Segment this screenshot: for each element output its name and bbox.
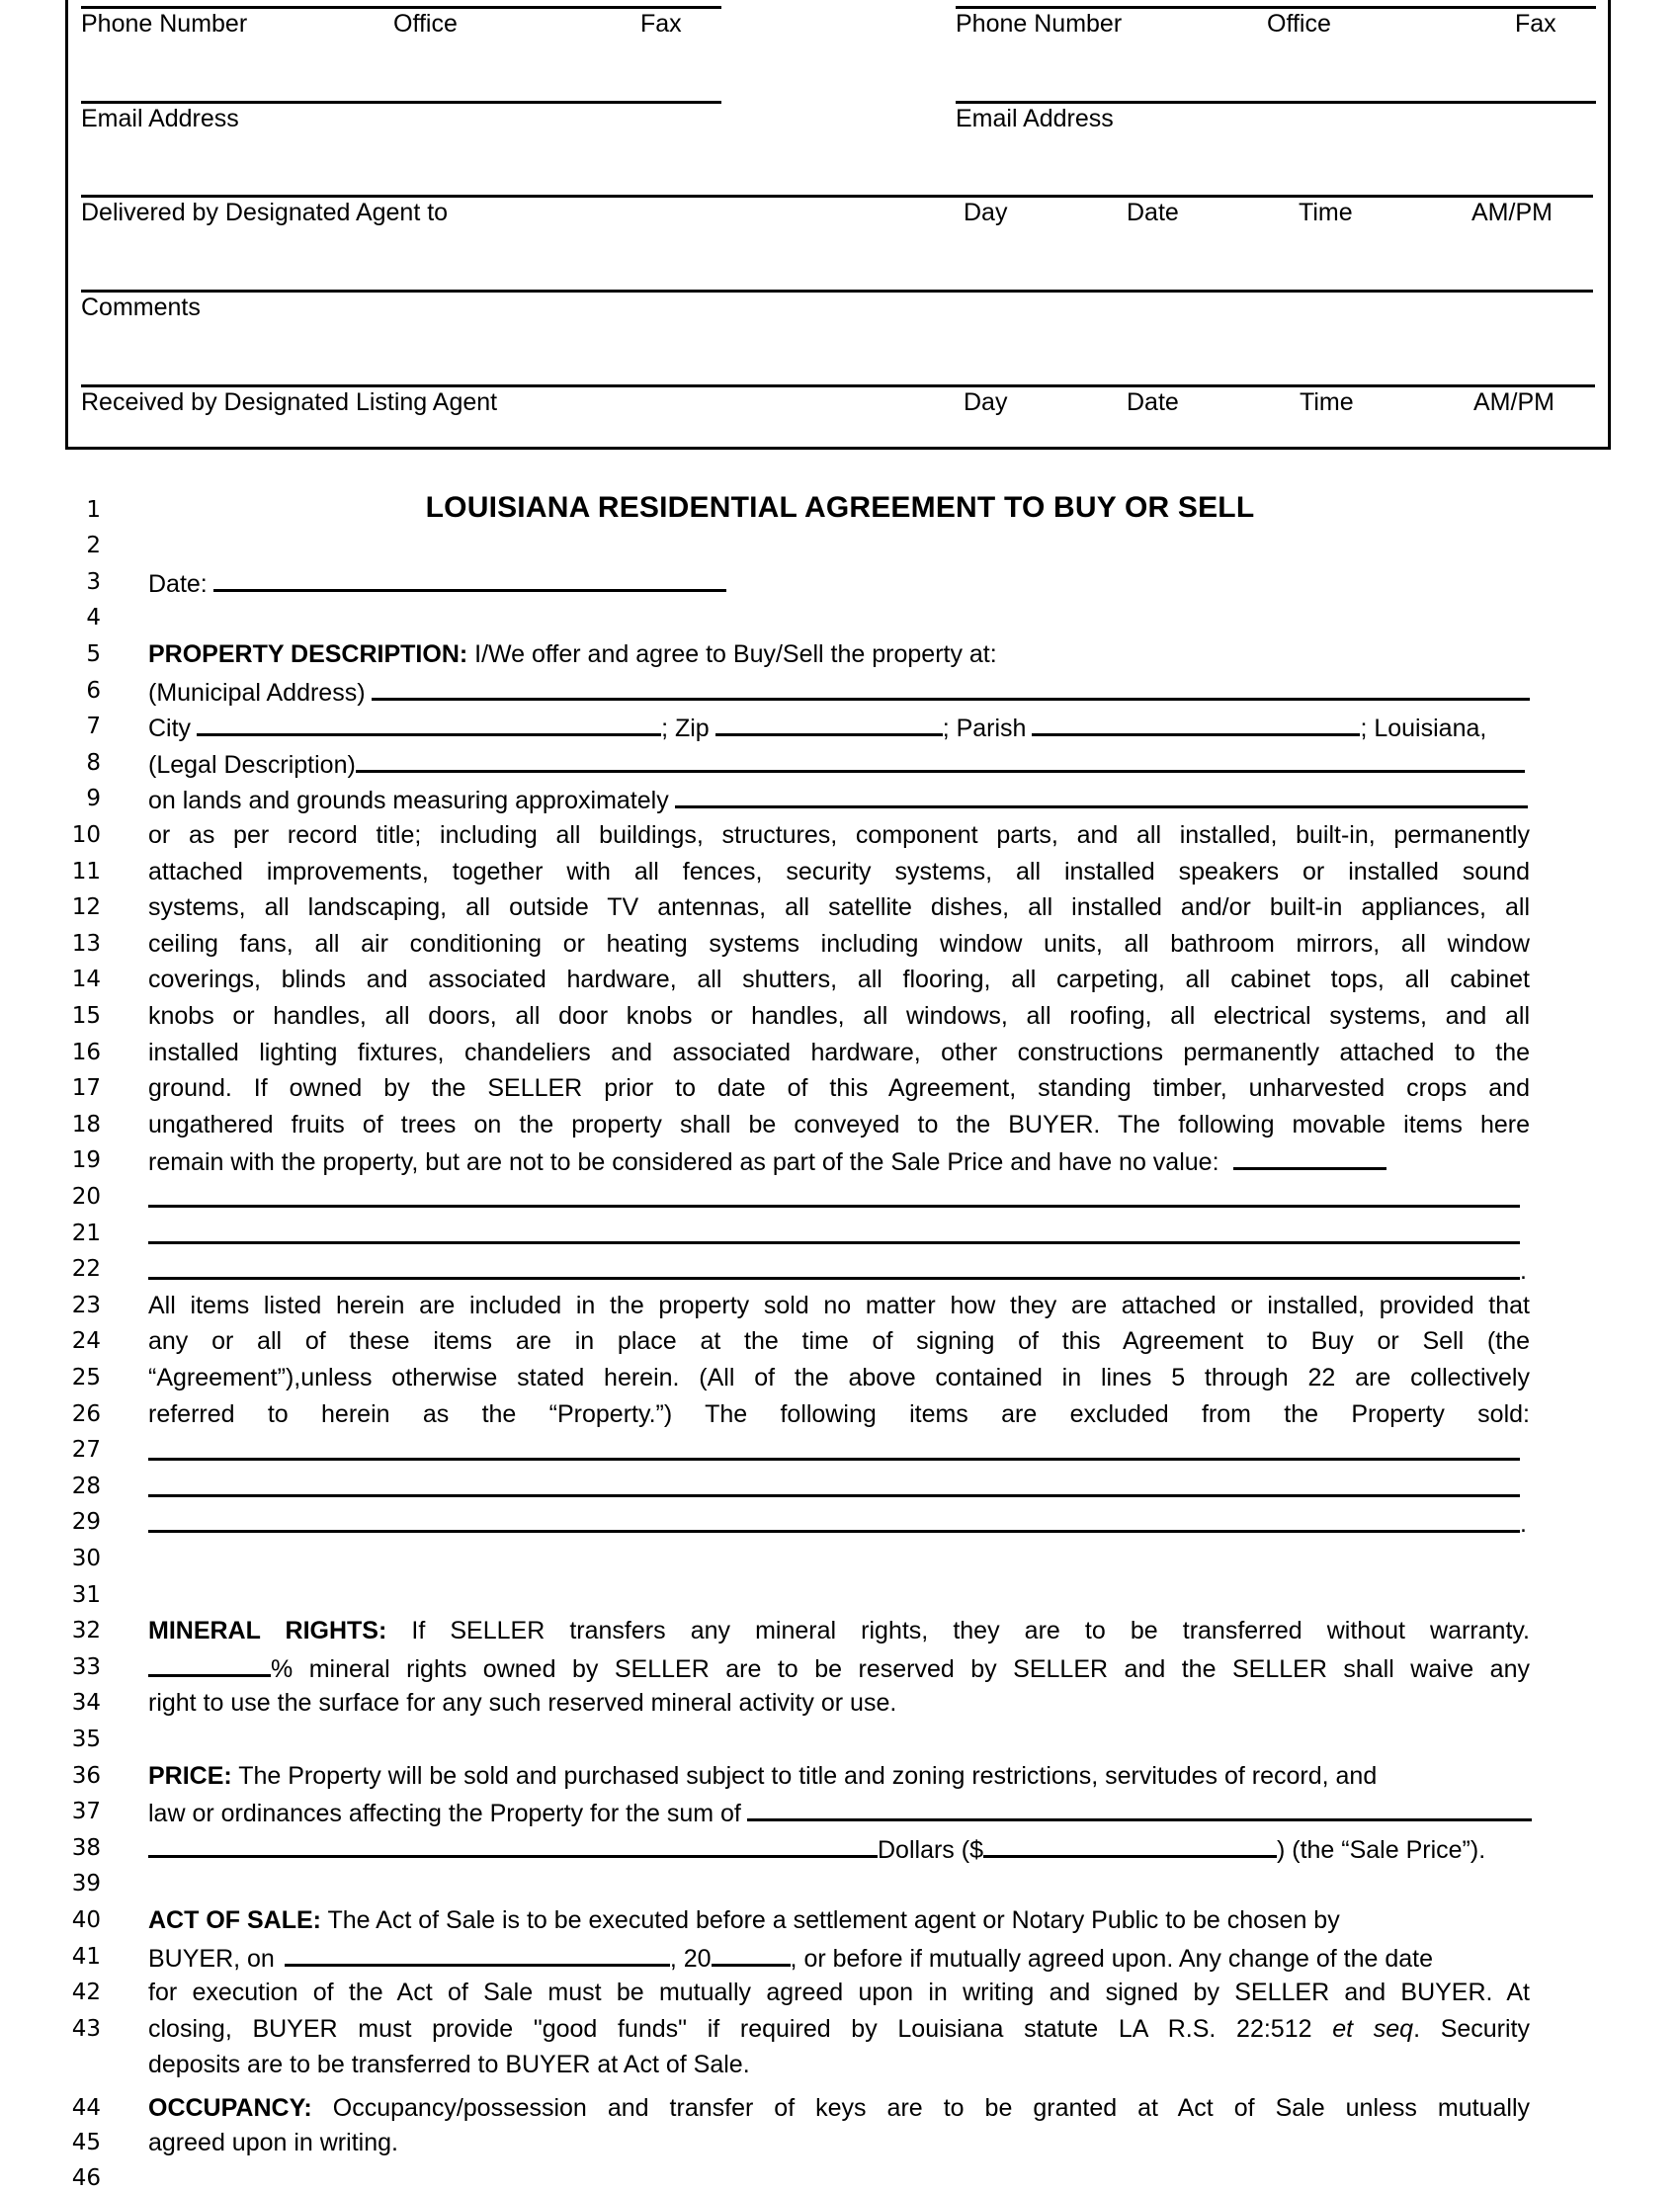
- price-line-3: [148, 1833, 1530, 1865]
- delivered-ampm-label: AM/PM: [1471, 199, 1553, 226]
- act-of-sale-line-4: [148, 2014, 1530, 2044]
- body-line: systems, all landscaping, all outside TV antennas, all satellite dishes, all installed and/or built-in appliances, all: [148, 893, 1530, 921]
- occupancy-heading: OCCUPANCY:: [148, 2094, 312, 2122]
- movable-items-label: remain with the property, but are not to be considered as part of the Sale Price and have no value:: [148, 1148, 1219, 1176]
- body-line: any or all of these items are in place at the time of signing of this Agreement to Buy or Sell (the: [148, 1327, 1530, 1355]
- measuring-label: on lands and grounds measuring approximately: [148, 787, 669, 814]
- delivered-time-label: Time: [1299, 199, 1353, 226]
- line-number: 2: [86, 533, 101, 558]
- body-line: ceiling fans, all air conditioning or heating systems including window units, all bathroom mirrors, all window: [148, 930, 1530, 958]
- line-number: 32: [71, 1618, 101, 1644]
- left-office-label: Office: [393, 10, 458, 38]
- line-number: 41: [71, 1944, 101, 1970]
- line-number: 40: [71, 1907, 101, 1933]
- line-number: 19: [71, 1147, 101, 1173]
- line-number: 18: [71, 1112, 101, 1138]
- date-field[interactable]: [213, 567, 726, 592]
- measuring-row: [148, 784, 1528, 815]
- excluded-items-line-3[interactable]: [148, 1530, 1520, 1533]
- mineral-rights-text: If SELLER transfers any mineral rights, they are to be transferred without warranty.: [386, 1617, 1530, 1644]
- period: .: [1520, 1510, 1527, 1538]
- left-phone-label: Phone Number: [81, 10, 248, 38]
- price-text: The Property will be sold and purchased subject to title and zoning restrictions, servitudes of record, and: [231, 1762, 1378, 1790]
- line-number: 36: [71, 1763, 101, 1789]
- mineral-rights-text: % mineral rights owned by SELLER are to be reserved by SELLER and the SELLER shall waive any: [271, 1655, 1530, 1683]
- delivered-field[interactable]: [81, 195, 1593, 198]
- city-label: City: [148, 715, 192, 742]
- line-number: 30: [71, 1546, 101, 1571]
- line-number: 5: [86, 641, 101, 667]
- right-office-label: Office: [1267, 10, 1331, 38]
- parish-field[interactable]: [1032, 712, 1360, 736]
- comments-field[interactable]: [81, 290, 1593, 293]
- line-number: 22: [71, 1256, 101, 1282]
- delivered-date-label: Date: [1127, 199, 1179, 226]
- city-zip-parish-row: [148, 712, 1530, 743]
- date-row: [148, 567, 726, 599]
- state-label: ; Louisiana,: [1360, 715, 1487, 742]
- line-number: 13: [71, 931, 101, 957]
- left-email-field[interactable]: [81, 101, 721, 104]
- line-number: 45: [71, 2130, 101, 2155]
- date-label: Date:: [148, 570, 208, 598]
- body-line: “Agreement”),unless otherwise stated herein. (All of the above contained in lines 5 through 22 are collectively: [148, 1364, 1530, 1391]
- act-of-sale-text: The Act of Sale is to be executed before a settlement agent or Notary Public to be chosen by: [321, 1906, 1340, 1934]
- mineral-rights-line-2: [148, 1652, 1530, 1684]
- right-email-label: Email Address: [956, 105, 1114, 132]
- legal-description-label: (Legal Description): [148, 751, 356, 779]
- line-number: 33: [71, 1654, 101, 1680]
- et-seq-italic: et seq: [1332, 2015, 1414, 2043]
- body-line: coverings, blinds and associated hardware, all shutters, all flooring, all carpeting, all cabinet tops, all cabinet: [148, 966, 1530, 993]
- body-line: ungathered fruits of trees on the property shall be conveyed to the BUYER. The following movable items here: [148, 1111, 1530, 1138]
- act-of-sale-line-3: for execution of the Act of Sale must be mutually agreed upon in writing and signed by SELLER and BUYER. At: [148, 1979, 1530, 2006]
- act-of-sale-text: , or before if mutually agreed upon. Any change of the date: [790, 1945, 1433, 1973]
- line-number: 15: [71, 1003, 101, 1029]
- mineral-percent-field[interactable]: [148, 1652, 271, 1677]
- line-number: 3: [86, 569, 101, 595]
- dollars-label: Dollars ($: [878, 1836, 983, 1864]
- delivered-label: Delivered by Designated Agent to: [81, 199, 449, 226]
- document-title: LOUISIANA RESIDENTIAL AGREEMENT TO BUY OR SELL: [425, 491, 1255, 524]
- received-day-label: Day: [964, 388, 1008, 416]
- price-line-2: [148, 1797, 1532, 1828]
- body-line: ground. If owned by the SELLER prior to date of this Agreement, standing timber, unharvested crops and: [148, 1074, 1530, 1102]
- period: .: [1520, 1257, 1527, 1285]
- line-number: 37: [71, 1799, 101, 1824]
- price-sum-label: law or ordinances affecting the Property for the sum of: [148, 1800, 741, 1827]
- mineral-rights-line-1: [148, 1616, 1530, 1645]
- movable-items-line-1[interactable]: [148, 1205, 1520, 1208]
- line-number: 25: [71, 1365, 101, 1391]
- movable-items-field[interactable]: [1233, 1145, 1386, 1170]
- received-ampm-label: AM/PM: [1473, 388, 1554, 416]
- zip-field[interactable]: [715, 712, 943, 736]
- body-line: attached improvements, together with all fences, security systems, all installed speakers or installed sound: [148, 858, 1530, 885]
- price-words-field[interactable]: [747, 1797, 1532, 1821]
- received-field[interactable]: [81, 384, 1595, 387]
- right-phone-label: Phone Number: [956, 10, 1123, 38]
- parish-label: ; Parish: [942, 715, 1027, 742]
- property-intro: [148, 639, 1530, 669]
- price-words-field-2[interactable]: [148, 1833, 878, 1858]
- act-of-sale-line-1: [148, 1905, 1530, 1935]
- occupancy-text: Occupancy/possession and transfer of keys are to be granted at Act of Sale unless mutually: [311, 2094, 1530, 2122]
- line-number: 8: [86, 750, 101, 776]
- line-number: 26: [71, 1401, 101, 1427]
- line-number: 9: [86, 786, 101, 811]
- municipal-address-row: [148, 676, 1530, 708]
- line-number: 43: [71, 2016, 101, 2042]
- body-line: installed lighting fixtures, chandeliers and associated hardware, other constructions permanently attached to the: [148, 1039, 1530, 1066]
- line-number: 14: [71, 967, 101, 992]
- line-number: 39: [71, 1871, 101, 1897]
- price-heading: PRICE:: [148, 1762, 232, 1790]
- line-number: 38: [71, 1835, 101, 1861]
- line-number: 6: [86, 678, 101, 704]
- price-amount-field[interactable]: [983, 1833, 1277, 1858]
- body-line: referred to herein as the “Property.”) The following items are excluded from the Property sold:: [148, 1400, 1530, 1428]
- body-line: knobs or handles, all doors, all door knobs or handles, all windows, all roofing, all electrical systems, and all: [148, 1002, 1530, 1030]
- line-number: 42: [71, 1980, 101, 2005]
- line-number: 31: [71, 1582, 101, 1608]
- occupancy-line-1: [148, 2093, 1530, 2123]
- legal-description-field[interactable]: [356, 748, 1525, 773]
- right-phone-field[interactable]: [956, 6, 1596, 9]
- line-number: 44: [71, 2095, 101, 2121]
- excluded-items-line-2[interactable]: [148, 1494, 1520, 1497]
- line-number: 23: [71, 1293, 101, 1318]
- legal-description-row: [148, 748, 1525, 780]
- movable-items-line-2[interactable]: [148, 1241, 1520, 1244]
- municipal-address-field[interactable]: [372, 676, 1530, 701]
- measuring-field[interactable]: [675, 784, 1528, 808]
- property-heading: PROPERTY DESCRIPTION:: [148, 640, 468, 668]
- act-of-sale-text: . Security: [1413, 2015, 1530, 2043]
- line-number: 10: [71, 822, 101, 848]
- occupancy-line-2: agreed upon in writing.: [148, 2129, 398, 2156]
- mineral-rights-heading: MINERAL RIGHTS:: [148, 1617, 387, 1644]
- line-number: 35: [71, 1727, 101, 1752]
- line-number: 46: [71, 2165, 101, 2191]
- comments-label: Comments: [81, 294, 201, 321]
- movable-items-line-3[interactable]: [148, 1277, 1520, 1280]
- received-time-label: Time: [1300, 388, 1354, 416]
- act-of-sale-year-label: , 20: [669, 1945, 712, 1973]
- line-number: 1: [86, 497, 101, 523]
- property-intro-text: I/We offer and agree to Buy/Sell the property at:: [467, 640, 997, 668]
- zip-label: ; Zip: [661, 715, 710, 742]
- line-number: 12: [71, 894, 101, 920]
- delivered-day-label: Day: [964, 199, 1008, 226]
- left-phone-field[interactable]: [81, 6, 721, 9]
- left-fax-label: Fax: [640, 10, 682, 38]
- act-of-sale-date-field[interactable]: [285, 1942, 670, 1967]
- mineral-rights-line-3: right to use the surface for any such reserved mineral activity or use.: [148, 1689, 897, 1717]
- line-number: 24: [71, 1328, 101, 1354]
- line-number: 29: [71, 1509, 101, 1535]
- act-of-sale-line-2: [148, 1942, 1530, 1974]
- received-date-label: Date: [1127, 388, 1179, 416]
- act-of-sale-text: closing, BUYER must provide "good funds" if required by Louisiana statute LA R.S. 22:512: [148, 2015, 1333, 2043]
- body-line: or as per record title; including all buildings, structures, component parts, and all installed, built-in, permanently: [148, 821, 1530, 849]
- movable-items-row: [148, 1145, 1530, 1177]
- received-label: Received by Designated Listing Agent: [81, 388, 498, 416]
- act-of-sale-year-field[interactable]: [712, 1942, 791, 1967]
- act-of-sale-on-label: BUYER, on: [148, 1945, 275, 1973]
- line-number: 21: [71, 1221, 101, 1246]
- line-number: 16: [71, 1040, 101, 1065]
- body-line: All items listed herein are included in the property sold no matter how they are attached or installed, provided that: [148, 1292, 1530, 1319]
- line-number: 34: [71, 1690, 101, 1716]
- act-of-sale-line-5: deposits are to be transferred to BUYER at Act of Sale.: [148, 2051, 750, 2078]
- city-field[interactable]: [197, 712, 661, 736]
- price-line-1: [148, 1761, 1530, 1791]
- line-number: 28: [71, 1474, 101, 1499]
- line-number: 11: [71, 859, 101, 885]
- left-email-label: Email Address: [81, 105, 239, 132]
- line-number: 7: [86, 714, 101, 739]
- act-of-sale-heading: ACT OF SALE:: [148, 1906, 321, 1934]
- line-number: 27: [71, 1437, 101, 1463]
- line-number: 4: [86, 605, 101, 631]
- sale-price-suffix: ) (the “Sale Price”).: [1276, 1836, 1486, 1864]
- line-number: 17: [71, 1075, 101, 1101]
- municipal-address-label: (Municipal Address): [148, 679, 366, 707]
- line-number: 20: [71, 1184, 101, 1210]
- excluded-items-line-1[interactable]: [148, 1458, 1520, 1461]
- right-email-field[interactable]: [956, 101, 1596, 104]
- right-fax-label: Fax: [1515, 10, 1556, 38]
